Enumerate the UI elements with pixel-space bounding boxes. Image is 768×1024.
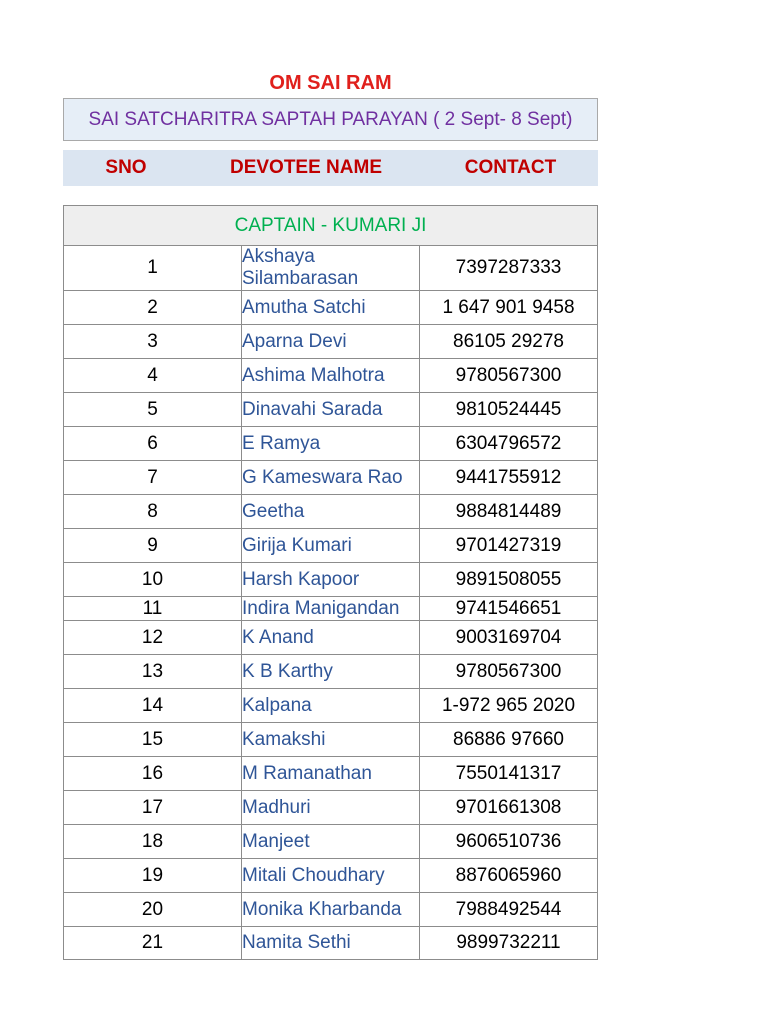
row-contact: 9606510736 [420, 825, 598, 859]
row-sno: 11 [64, 597, 242, 621]
row-sno: 8 [64, 495, 242, 529]
row-devotee-name: Harsh Kapoor [242, 563, 420, 597]
row-sno: 18 [64, 825, 242, 859]
row-sno: 17 [64, 791, 242, 825]
column-header-bar [63, 150, 598, 186]
row-contact: 9899732211 [420, 927, 598, 960]
table-row [64, 529, 598, 563]
row-sno: 15 [64, 723, 242, 757]
table-row [64, 359, 598, 393]
row-sno: 21 [64, 927, 242, 960]
column-header-name: DEVOTEE NAME [229, 157, 383, 178]
column-header-contact: CONTACT [464, 157, 557, 178]
row-devotee-name: K B Karthy [242, 655, 420, 689]
row-contact: 7397287333 [420, 246, 598, 291]
row-contact: 9741546651 [420, 597, 598, 621]
row-devotee-name: Mitali Choudhary [242, 859, 420, 893]
table-row [64, 495, 598, 529]
row-contact: 9003169704 [420, 621, 598, 655]
table-row [64, 791, 598, 825]
row-contact: 1 647 901 9458 [420, 291, 598, 325]
row-devotee-name: Manjeet [242, 825, 420, 859]
table-row [64, 927, 598, 960]
row-sno: 14 [64, 689, 242, 723]
row-devotee-name: E Ramya [242, 427, 420, 461]
table-row [64, 246, 598, 291]
row-contact: 9701427319 [420, 529, 598, 563]
row-contact: 8876065960 [420, 859, 598, 893]
table-row [64, 723, 598, 757]
table-row [64, 393, 598, 427]
row-contact: 9884814489 [420, 495, 598, 529]
table-row [64, 757, 598, 791]
row-sno: 10 [64, 563, 242, 597]
row-devotee-name: Akshaya Silambarasan [242, 246, 420, 291]
row-sno: 7 [64, 461, 242, 495]
row-contact: 9701661308 [420, 791, 598, 825]
row-devotee-name: M Ramanathan [242, 757, 420, 791]
row-sno: 9 [64, 529, 242, 563]
page-heading: OM SAI RAM [269, 72, 392, 94]
row-contact: 9810524445 [420, 393, 598, 427]
row-devotee-name: Ashima Malhotra [242, 359, 420, 393]
table-row [64, 563, 598, 597]
row-sno: 2 [64, 291, 242, 325]
document-title-text: SAI SATCHARITRA SAPTAH PARAYAN ( 2 Sept- 8 Sept) [88, 108, 573, 130]
document-title [63, 98, 598, 141]
table-row [64, 461, 598, 495]
row-devotee-name: Geetha [242, 495, 420, 529]
row-sno: 6 [64, 427, 242, 461]
devotee-table-body [64, 206, 598, 960]
row-sno: 4 [64, 359, 242, 393]
row-devotee-name: Amutha Satchi [242, 291, 420, 325]
row-sno: 1 [64, 246, 242, 291]
row-contact: 9780567300 [420, 359, 598, 393]
row-devotee-name: G Kameswara Rao [242, 461, 420, 495]
row-contact: 9891508055 [420, 563, 598, 597]
row-devotee-name: Dinavahi Sarada [242, 393, 420, 427]
table-row [64, 427, 598, 461]
row-sno: 5 [64, 393, 242, 427]
table-row [64, 621, 598, 655]
row-contact: 86886 97660 [420, 723, 598, 757]
column-header-sno: SNO [105, 157, 147, 178]
table-row [64, 655, 598, 689]
row-contact: 1-972 965 2020 [420, 689, 598, 723]
row-devotee-name: K Anand [242, 621, 420, 655]
table-row [64, 825, 598, 859]
table-row [64, 859, 598, 893]
row-devotee-name: Kamakshi [242, 723, 420, 757]
row-contact: 86105 29278 [420, 325, 598, 359]
row-devotee-name: Kalpana [242, 689, 420, 723]
row-devotee-name: Girija Kumari [242, 529, 420, 563]
table-row [64, 893, 598, 927]
row-contact: 7988492544 [420, 893, 598, 927]
row-sno: 3 [64, 325, 242, 359]
row-sno: 12 [64, 621, 242, 655]
table-row [64, 597, 598, 621]
row-contact: 9780567300 [420, 655, 598, 689]
row-contact: 7550141317 [420, 757, 598, 791]
row-contact: 9441755912 [420, 461, 598, 495]
devotee-table [63, 205, 598, 960]
row-sno: 16 [64, 757, 242, 791]
row-devotee-name: Madhuri [242, 791, 420, 825]
row-devotee-name: Monika Kharbanda [242, 893, 420, 927]
row-devotee-name: Aparna Devi [242, 325, 420, 359]
row-devotee-name: Indira Manigandan [242, 597, 420, 621]
table-row [64, 291, 598, 325]
table-row [64, 325, 598, 359]
row-sno: 20 [64, 893, 242, 927]
row-sno: 19 [64, 859, 242, 893]
row-devotee-name: Namita Sethi [242, 927, 420, 960]
table-row [64, 689, 598, 723]
captain-label: CAPTAIN - KUMARI JI [64, 206, 598, 246]
captain-row [64, 206, 598, 246]
row-sno: 13 [64, 655, 242, 689]
row-contact: 6304796572 [420, 427, 598, 461]
